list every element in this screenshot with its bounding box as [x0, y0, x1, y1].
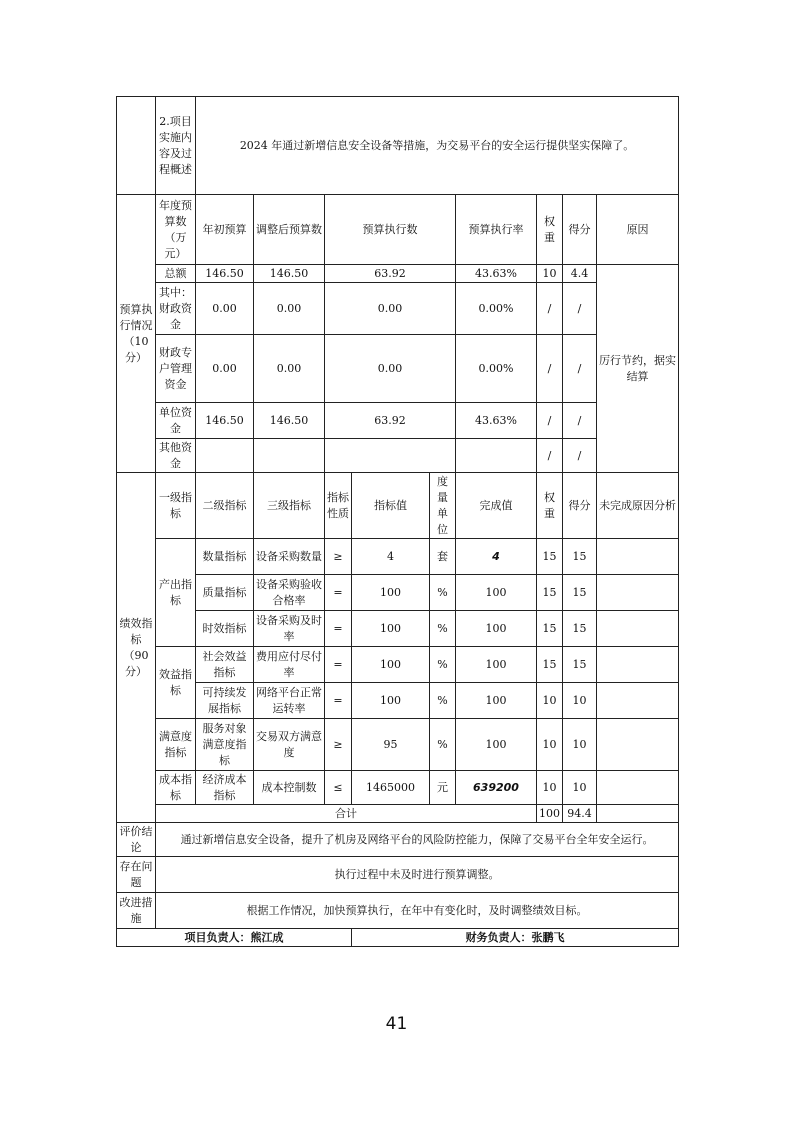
perf-section-label: 绩效指标（90分） [117, 473, 156, 823]
perf-row-nature: = [325, 647, 352, 683]
page-number: 41 [385, 1014, 408, 1034]
perf-row-unit: % [430, 719, 456, 771]
budget-row [117, 335, 679, 403]
perf-row-weight: 15 [537, 611, 563, 647]
perf-row-reason [597, 647, 679, 683]
budget-row [117, 283, 679, 335]
perf-row-completed: 100 [456, 611, 537, 647]
budget-row-executed [325, 439, 456, 473]
budget-row-score: 4.4 [563, 265, 597, 283]
perf-group-satisfaction: 满意度指标 [156, 719, 196, 771]
budget-row-rate: 0.00% [456, 335, 537, 403]
perf-header-reason: 未完成原因分析 [597, 473, 679, 539]
blank-cell [117, 97, 156, 195]
budget-row-adjusted: 0.00 [254, 283, 325, 335]
budget-header-initial: 年初预算 [196, 195, 254, 265]
budget-reason: 厉行节约，据实结算 [597, 265, 679, 473]
budget-row-rate [456, 439, 537, 473]
perf-row-weight: 10 [537, 719, 563, 771]
perf-header-level2: 二级指标 [196, 473, 254, 539]
perf-row-reason [597, 683, 679, 719]
perf-header-value: 指标值 [352, 473, 430, 539]
perf-row [117, 539, 679, 575]
perf-row-level3: 成本控制数 [254, 771, 325, 805]
perf-row-reason [597, 575, 679, 611]
budget-header-executed: 预算执行数 [325, 195, 456, 265]
perf-row-completed: 100 [456, 647, 537, 683]
budget-row-adjusted [254, 439, 325, 473]
perf-row-unit: 套 [430, 539, 456, 575]
perf-row-value: 100 [352, 611, 430, 647]
perf-row-level2: 数量指标 [196, 539, 254, 575]
perf-row-weight: 15 [537, 647, 563, 683]
budget-row-executed: 0.00 [325, 283, 456, 335]
total-label: 合计 [156, 805, 537, 823]
problems-row [117, 857, 679, 893]
perf-row-unit: % [430, 683, 456, 719]
budget-header-reason: 原因 [597, 195, 679, 265]
perf-row-level3: 设备采购验收合格率 [254, 575, 325, 611]
perf-row-reason [597, 539, 679, 575]
budget-row-initial: 146.50 [196, 265, 254, 283]
total-score: 94.4 [563, 805, 597, 823]
perf-row-level2: 服务对象满意度指标 [196, 719, 254, 771]
perf-row-score: 15 [563, 611, 597, 647]
perf-header-score: 得分 [563, 473, 597, 539]
perf-row-unit: % [430, 647, 456, 683]
total-row [117, 805, 679, 823]
budget-row-rate: 0.00% [456, 283, 537, 335]
perf-row-reason [597, 611, 679, 647]
budget-header-year: 年度预算数（万元） [156, 195, 196, 265]
perf-row [117, 611, 679, 647]
budget-row-rate: 43.63% [456, 403, 537, 439]
perf-header-level1: 一级指标 [156, 473, 196, 539]
problems-text: 执行过程中未及时进行预算调整。 [156, 857, 679, 893]
perf-header-weight: 权重 [537, 473, 563, 539]
budget-header-adjusted: 调整后预算数 [254, 195, 325, 265]
project-lead: 项目负责人：熊江成 [117, 929, 352, 947]
perf-header-level3: 三级指标 [254, 473, 325, 539]
budget-row-executed: 0.00 [325, 335, 456, 403]
perf-header-unit: 度量单位 [430, 473, 456, 539]
perf-row-unit: 元 [430, 771, 456, 805]
perf-row [117, 647, 679, 683]
perf-row-level3: 费用应付尽付率 [254, 647, 325, 683]
perf-row-nature: = [325, 575, 352, 611]
budget-row-score: / [563, 335, 597, 403]
budget-header-rate: 预算执行率 [456, 195, 537, 265]
budget-row-initial: 0.00 [196, 283, 254, 335]
perf-row-value: 95 [352, 719, 430, 771]
budget-row [117, 403, 679, 439]
perf-row-score: 15 [563, 539, 597, 575]
budget-row-executed: 63.92 [325, 265, 456, 283]
perf-row-level3: 交易双方满意度 [254, 719, 325, 771]
perf-row-unit: % [430, 611, 456, 647]
budget-row-initial [196, 439, 254, 473]
improvements-row [117, 893, 679, 929]
budget-row-weight: / [537, 403, 563, 439]
total-reason [597, 805, 679, 823]
signature-row [117, 929, 679, 947]
budget-row-weight: / [537, 439, 563, 473]
perf-header-row [117, 473, 679, 539]
perf-row [117, 575, 679, 611]
perf-row-reason [597, 719, 679, 771]
section2-content: 2024 年通过新增信息安全设备等措施，为交易平台的安全运行提供坚实保障了。 [196, 97, 679, 195]
perf-row-level2: 经济成本指标 [196, 771, 254, 805]
perf-row-unit: % [430, 575, 456, 611]
perf-row-completed: 4 [456, 539, 537, 575]
problems-label: 存在问题 [117, 857, 156, 893]
improvements-label: 改进措施 [117, 893, 156, 929]
perf-row-reason [597, 771, 679, 805]
perf-row-nature: = [325, 611, 352, 647]
budget-header-score: 得分 [563, 195, 597, 265]
budget-row-label: 总额 [156, 265, 196, 283]
budget-row-initial: 146.50 [196, 403, 254, 439]
perf-row-weight: 10 [537, 771, 563, 805]
perf-row-level2: 社会效益指标 [196, 647, 254, 683]
perf-row-level3: 设备采购及时率 [254, 611, 325, 647]
perf-row [117, 719, 679, 771]
budget-row-label: 其他资金 [156, 439, 196, 473]
evaluation-row [117, 823, 679, 857]
perf-row-level2: 时效指标 [196, 611, 254, 647]
perf-row-completed: 100 [456, 719, 537, 771]
perf-row-value: 100 [352, 575, 430, 611]
budget-row-adjusted: 0.00 [254, 335, 325, 403]
budget-row-initial: 0.00 [196, 335, 254, 403]
budget-row-rate: 43.63% [456, 265, 537, 283]
perf-group-output: 产出指标 [156, 539, 196, 647]
improvements-text: 根据工作情况，加快预算执行，在年中有变化时，及时调整绩效目标。 [156, 893, 679, 929]
perf-row-weight: 10 [537, 683, 563, 719]
perf-group-benefit: 效益指标 [156, 647, 196, 719]
perf-row-score: 15 [563, 647, 597, 683]
perf-header-completed: 完成值 [456, 473, 537, 539]
budget-row-score: / [563, 283, 597, 335]
budget-row-adjusted: 146.50 [254, 403, 325, 439]
finance-lead: 财务负责人：张鹏飞 [352, 929, 679, 947]
budget-row-executed: 63.92 [325, 403, 456, 439]
perf-row [117, 683, 679, 719]
evaluation-text: 通过新增信息安全设备，提升了机房及网络平台的风险防控能力，保障了交易平台全年安全运行。 [156, 823, 679, 857]
perf-row-level3: 设备采购数量 [254, 539, 325, 575]
perf-row-level3: 网络平台正常运转率 [254, 683, 325, 719]
budget-row-label: 单位资金 [156, 403, 196, 439]
perf-row-nature: ≥ [325, 539, 352, 575]
perf-row-level2: 质量指标 [196, 575, 254, 611]
perf-row-weight: 15 [537, 539, 563, 575]
perf-row-completed: 639200 [456, 771, 537, 805]
perf-row-value: 100 [352, 647, 430, 683]
perf-row-score: 15 [563, 575, 597, 611]
perf-group-cost: 成本指标 [156, 771, 196, 805]
perf-row-nature: ≥ [325, 719, 352, 771]
budget-row [117, 265, 679, 283]
perf-row-score: 10 [563, 771, 597, 805]
perf-header-nature: 指标性质 [325, 473, 352, 539]
performance-evaluation-table [116, 96, 679, 947]
budget-row-weight: / [537, 335, 563, 403]
budget-row-adjusted: 146.50 [254, 265, 325, 283]
budget-row-label: 其中：财政资金 [156, 283, 196, 335]
budget-header-weight: 权重 [537, 195, 563, 265]
perf-row [117, 771, 679, 805]
section2-label: 2.项目实施内容及过程概述 [156, 97, 196, 195]
budget-row-label: 财政专户管理资金 [156, 335, 196, 403]
perf-row-weight: 15 [537, 575, 563, 611]
perf-row-nature: = [325, 683, 352, 719]
perf-row-value: 1465000 [352, 771, 430, 805]
perf-row-level2: 可持续发展指标 [196, 683, 254, 719]
perf-row-nature: ≤ [325, 771, 352, 805]
section2-row [117, 97, 679, 195]
perf-row-score: 10 [563, 719, 597, 771]
budget-section-label: 预算执行情况（10分） [117, 195, 156, 473]
budget-row [117, 439, 679, 473]
evaluation-label: 评价结论 [117, 823, 156, 857]
budget-header-row [117, 195, 679, 265]
total-weight: 100 [537, 805, 563, 823]
perf-row-value: 100 [352, 683, 430, 719]
budget-row-weight: 10 [537, 265, 563, 283]
perf-row-value: 4 [352, 539, 430, 575]
perf-row-completed: 100 [456, 575, 537, 611]
budget-row-score: / [563, 439, 597, 473]
perf-row-completed: 100 [456, 683, 537, 719]
budget-row-weight: / [537, 283, 563, 335]
perf-row-score: 10 [563, 683, 597, 719]
budget-row-score: / [563, 403, 597, 439]
